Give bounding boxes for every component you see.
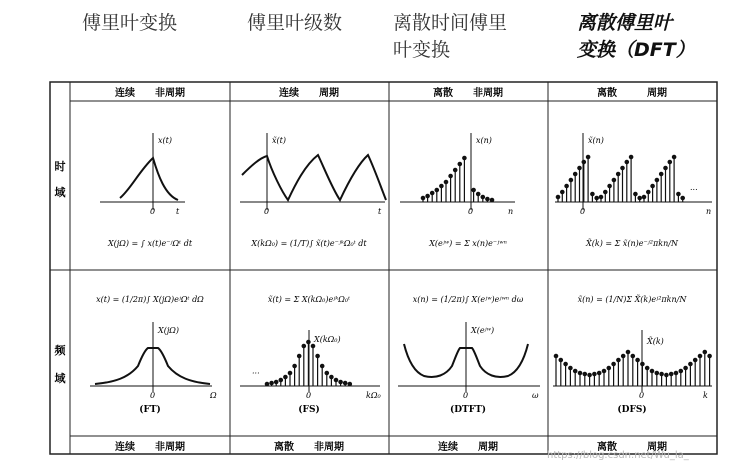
stem-freq-fs-9-dot <box>307 340 311 344</box>
stem-freq-dft-19-dot <box>645 366 649 370</box>
formula-freq-fs: x̃(t) = Σ X(kΩ₀)eʲᵏΩ₀ᵗ <box>267 295 351 304</box>
stem-freq-dft-11-dot <box>607 366 611 370</box>
xlabel-time-dft: n <box>706 207 712 216</box>
stem-freq-dft-15-dot <box>626 350 630 354</box>
stem-freq-dft-29-dot <box>693 358 697 362</box>
stem-time-dtft-14-dot <box>486 197 490 201</box>
header-bottom-dft: 离散 周期 <box>597 442 667 453</box>
plot-time-dft <box>555 133 712 210</box>
stems <box>556 155 684 202</box>
formula-time-dft: X̃(k) = Σ x̃(n)e⁻ʲ²πkn/N <box>586 239 678 248</box>
stem-time-dtft-6-dot <box>449 174 453 178</box>
stem-freq-dft-1-dot <box>559 358 563 362</box>
ylabel-time-dft: x̃(n) <box>588 136 604 145</box>
stems <box>554 350 711 386</box>
stem-freq-dft-7-dot <box>588 373 592 377</box>
xlabel-time-dtft: n <box>508 207 514 216</box>
stem-freq-fs-7-dot <box>297 354 301 358</box>
stem-time-dtft-7-dot <box>453 168 457 172</box>
stem-freq-dft-6-dot <box>583 372 587 376</box>
header-top-fs: 连续 周期 <box>279 88 339 99</box>
stem-freq-fs-3-dot <box>279 378 283 382</box>
stem-time-dtft-2-dot <box>430 191 434 195</box>
header-top-dtft: 离散 非周期 <box>433 88 503 99</box>
origin-freq-dft: 0 <box>639 391 645 400</box>
stem-time-dft-2-8-dot <box>677 192 681 196</box>
stem-time-dft-2-7-dot <box>672 155 676 159</box>
stem-time-dft-1-3-dot <box>612 178 616 182</box>
stem-freq-dft-23-dot <box>665 373 669 377</box>
stem-time-dft-2-5-dot <box>664 166 668 170</box>
stem-time-dft-1-2-dot <box>608 184 612 188</box>
stem-time-dtft-4-dot <box>440 184 444 188</box>
stem-freq-fs-1-dot <box>270 381 274 385</box>
origin-freq-ft: 0 <box>150 391 156 400</box>
stem-time-dft-1-9-dot <box>638 196 642 200</box>
stem-freq-dft-30-dot <box>698 354 702 358</box>
stem-freq-dft-22-dot <box>660 372 664 376</box>
plot-freq-ft <box>90 322 212 392</box>
stem-freq-fs-12-dot <box>320 364 324 368</box>
formula-freq-ft: x(t) = (1/2π)∫ X(jΩ)eʲΩᵗ dΩ <box>96 295 204 304</box>
stem-freq-fs-17-dot <box>343 381 347 385</box>
stem-freq-fs-10-dot <box>311 344 315 348</box>
stem-freq-dft-2-dot <box>564 362 568 366</box>
stem-freq-dft-25-dot <box>674 371 678 375</box>
title-dft-line1: 离散傅里叶 <box>577 12 673 34</box>
ylabel-freq-dft: X̃(k) <box>647 337 664 346</box>
stem-time-dft-1-0-dot <box>599 195 603 199</box>
header-top-dft: 离散 周期 <box>597 88 667 99</box>
stem-freq-dft-26-dot <box>679 369 683 373</box>
header-bottom-ft: 连续 非周期 <box>115 442 185 453</box>
stem-freq-dft-28-dot <box>689 362 693 366</box>
origin-time-dft: 0 <box>580 207 586 216</box>
xlabel-freq-dtft: ω <box>532 391 539 400</box>
header-bottom-fs: 离散 非周期 <box>274 442 344 453</box>
caption-freq-dtft: (DTFT) <box>449 405 487 415</box>
stem-freq-dft-13-dot <box>617 358 621 362</box>
stem-freq-fs-6-dot <box>293 364 297 368</box>
header-top-ft: 连续 非周期 <box>115 88 185 99</box>
stem-time-dft-0-9-dot <box>595 196 599 200</box>
dots-freq-fs: ··· <box>252 369 260 378</box>
stem-freq-fs-2-dot <box>274 380 278 384</box>
stems <box>421 156 494 202</box>
stem-freq-dft-32-dot <box>708 354 712 358</box>
stem-freq-dft-24-dot <box>669 372 673 376</box>
stem-time-dft-2-6-dot <box>668 160 672 164</box>
formula-time-fs: X(kΩ₀) = (1/T)∫ x̃(t)e⁻ʲᵏΩ₀ᵗ dt <box>251 239 367 248</box>
stem-time-dtft-5-dot <box>444 180 448 184</box>
stem-freq-dft-5-dot <box>578 371 582 375</box>
title-ft-text: 傅里叶变换 <box>82 12 178 34</box>
stem-time-dft-1-6-dot <box>625 160 629 164</box>
signal-curve <box>120 158 178 200</box>
row-label-time-1: 时 <box>54 160 66 173</box>
stems <box>265 340 351 386</box>
ylabel-freq-fs: X(kΩ₀) <box>314 335 341 344</box>
stem-time-dft-0-7-dot <box>586 155 590 159</box>
row-label-time-2: 域 <box>54 186 66 199</box>
stem-freq-dft-31-dot <box>703 350 707 354</box>
stem-time-dtft-11-dot <box>472 188 476 192</box>
plot-freq-fs <box>240 330 380 392</box>
caption-freq-ft: (FT) <box>139 405 161 415</box>
plot-time-dtft <box>400 133 515 210</box>
stem-freq-fs-16-dot <box>339 380 343 384</box>
stem-freq-fs-18-dot <box>348 382 352 386</box>
origin-time-ft: 0 <box>150 207 156 216</box>
formula-freq-dtft: x(n) = (1/2π)∫ X(eʲʷ)eʲʷⁿ dω <box>412 295 524 304</box>
stem-time-dtft-3-dot <box>435 188 439 192</box>
origin-freq-dtft: 0 <box>463 391 469 400</box>
stem-time-dft-1-7-dot <box>629 155 633 159</box>
stem-freq-dft-18-dot <box>641 362 645 366</box>
stem-freq-dft-9-dot <box>597 371 601 375</box>
stem-time-dtft-15-dot <box>490 198 494 202</box>
stem-freq-fs-11-dot <box>316 354 320 358</box>
ylabel-freq-ft: X(jΩ) <box>158 326 180 335</box>
stem-freq-dft-3-dot <box>569 366 573 370</box>
stem-freq-fs-0-dot <box>265 382 269 386</box>
stem-time-dft-1-8-dot <box>634 192 638 196</box>
stem-time-dft-2-0-dot <box>642 195 646 199</box>
stem-time-dft-0-2-dot <box>565 184 569 188</box>
plot-time-fs <box>240 133 386 210</box>
stem-time-dft-2-1-dot <box>647 190 651 194</box>
ylabel-time-dtft: x(n) <box>476 136 492 145</box>
stem-freq-dft-10-dot <box>602 369 606 373</box>
stem-time-dft-2-2-dot <box>651 184 655 188</box>
plot-freq-dft <box>553 330 712 392</box>
formula-freq-dft: x̃(n) = (1/N)Σ X̃(k)eʲ²πkn/N <box>577 295 687 304</box>
stem-time-dtft-0-dot <box>421 196 425 200</box>
stem-freq-dft-21-dot <box>655 371 659 375</box>
stem-freq-dft-17-dot <box>636 358 640 362</box>
watermark: https://blog.csdn.net/Wu_la_ <box>547 450 689 461</box>
xlabel-time-ft: t <box>176 207 180 216</box>
stem-freq-fs-8-dot <box>302 344 306 348</box>
stem-freq-dft-4-dot <box>573 369 577 373</box>
ylabel-freq-dtft: X(eʲʷ) <box>471 326 495 335</box>
stem-time-dft-2-3-dot <box>655 178 659 182</box>
title-fs-text: 傅里叶级数 <box>247 12 343 34</box>
title-dtft-line1: 离散时间傅里 <box>393 12 508 34</box>
title-dft-line2: 变换（DFT） <box>577 39 695 61</box>
stem-freq-dft-0-dot <box>554 354 558 358</box>
stem-time-dtft-9-dot <box>463 156 467 160</box>
stem-freq-dft-12-dot <box>612 362 616 366</box>
plot-freq-dtft <box>398 322 540 392</box>
xlabel-time-fs: t <box>378 207 382 216</box>
stem-time-dft-0-3-dot <box>569 178 573 182</box>
xlabel-freq-dft: k <box>703 391 708 400</box>
xlabel-freq-ft: Ω <box>210 391 217 400</box>
stem-time-dft-0-1-dot <box>561 190 565 194</box>
signal-curve <box>242 155 386 200</box>
stem-time-dft-0-5-dot <box>578 166 582 170</box>
formula-time-ft: X(jΩ) = ∫ x(t)e⁻ʲΩᵗ dt <box>107 239 193 248</box>
origin-freq-fs: 0 <box>306 391 312 400</box>
stem-time-dtft-1-dot <box>426 194 430 198</box>
plot-time-ft <box>100 133 185 210</box>
stem-freq-fs-13-dot <box>325 371 329 375</box>
ylabel-time-fs: x̃(t) <box>272 136 286 145</box>
stem-time-dft-2-9-dot <box>681 196 685 200</box>
stem-time-dft-1-1-dot <box>604 190 608 194</box>
stem-freq-fs-15-dot <box>334 378 338 382</box>
stem-time-dtft-8-dot <box>458 162 462 166</box>
caption-freq-dft: (DFS) <box>617 405 647 415</box>
stem-freq-dft-8-dot <box>593 372 597 376</box>
xlabel-freq-fs: kΩ₀ <box>366 391 381 400</box>
origin-time-fs: 0 <box>264 207 270 216</box>
stem-freq-dft-16-dot <box>631 354 635 358</box>
stem-time-dft-0-0-dot <box>556 195 560 199</box>
ylabel-time-ft: x(t) <box>158 136 172 145</box>
stem-freq-dft-20-dot <box>650 369 654 373</box>
stem-freq-fs-14-dot <box>330 375 334 379</box>
stem-freq-fs-4-dot <box>284 375 288 379</box>
row-label-freq-1: 频 <box>54 344 66 357</box>
stem-freq-fs-5-dot <box>288 371 292 375</box>
stem-time-dft-0-4-dot <box>573 172 577 176</box>
stem-time-dft-2-4-dot <box>659 172 663 176</box>
stem-time-dtft-13-dot <box>481 195 485 199</box>
stem-time-dft-1-5-dot <box>621 166 625 170</box>
row-label-freq-2: 域 <box>54 372 66 385</box>
dots-time-dft: ... <box>690 183 698 192</box>
stem-freq-dft-27-dot <box>684 366 688 370</box>
stem-freq-dft-14-dot <box>621 354 625 358</box>
caption-freq-fs: (FS) <box>298 405 320 415</box>
title-dtft-line2: 叶变换 <box>393 39 451 61</box>
origin-time-dtft: 0 <box>468 207 474 216</box>
formula-time-dtft: X(eʲʷ) = Σ x(n)e⁻ʲʷⁿ <box>429 239 507 248</box>
stem-time-dtft-12-dot <box>476 192 480 196</box>
header-bottom-dtft: 连续 周期 <box>438 442 498 453</box>
stem-time-dft-0-6-dot <box>582 160 586 164</box>
stem-time-dft-0-8-dot <box>591 192 595 196</box>
stem-time-dft-1-4-dot <box>616 172 620 176</box>
